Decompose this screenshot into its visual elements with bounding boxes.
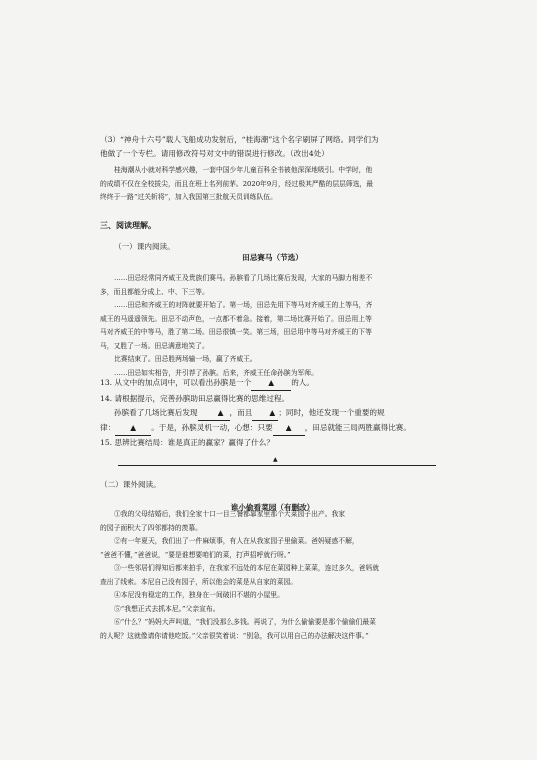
story2-p1a: ①我的父母结婚后，我们全家十口一目三餐都靠家里那个大菜园子出产。我家 (114, 510, 346, 518)
blank-triangle-icon: ▲ (130, 423, 137, 432)
question-3-line1: （3）“神舟十六号”载人飞船成功发射后，“桂海潮”这个名字刷屏了网络。同学们为 (100, 135, 379, 144)
story2-p2b: “爸爸不懂，”爸爸说，“要是谁想要咱们的菜，打声招呼就行呀。” (100, 550, 291, 559)
bio-line1: 桂海潮从小就对科学感兴趣，一套中国少年儿童百科全书被他深深地吸引。中学时，他 (114, 166, 373, 174)
question-13 (100, 376, 445, 391)
story-p4: ……田忌如实相告，并引荐了孙膑。后来，齐威王任命孙膑为军师。 (114, 368, 318, 377)
q14-blank-2[interactable] (252, 406, 278, 421)
story-p1b: 多，而且都能分成上、中、下三等。 (100, 287, 209, 296)
story2-p5: ⑤“我想正式去抓本尼。”父亲宣布。 (114, 604, 220, 613)
q13-text-a: 13. 从文中的加点词中，可以看出孙膑是一个 (100, 378, 252, 387)
story-p2d: 马，又胜了一场。田忌满意地笑了。 (100, 341, 209, 350)
story2-p6b: 的人呢？这就像请你请他吃饭。”父亲很笑着说：“别急，我可以用自己的办法解决这件事。” (100, 631, 369, 640)
blank-triangle-icon: ▲ (217, 408, 224, 417)
blank-triangle-icon: ▲ (268, 378, 275, 387)
q14-line3-a: 律： (100, 423, 116, 432)
answer-line[interactable] (118, 465, 436, 466)
story-p2c: 马对齐威王的中等马，胜了第二场。田忌很镇一笑。第三场，田忌用中等马对齐威王的下等 (100, 328, 372, 337)
question-3 (100, 133, 445, 161)
q14-line3-c: ，田忌就能三局两胜赢得比赛。 (304, 423, 411, 432)
story2 (100, 508, 445, 643)
story2-p3a: ③一些邻居们得知后都来拍手，在我家不远处的本尼在菜园种上菜菜，连过多久，爸妈就 (114, 564, 380, 572)
q15-text: 15. 思辨比赛结局：谁是真正的赢家？赢得了什么？ (100, 438, 274, 447)
story-p2b: 威王的马遥遥领先。田忌不动声色，一点都不着急。接着，第二场比赛开始了。田忌用上等 (100, 314, 372, 323)
story2-p6a: ⑥“什么？”妈妈大声叫道，“我们没那么多钱。再说了，为什么偷偷要是那个偷偷们最菜 (114, 618, 376, 626)
q14-line3-b: 。于是，孙膑灵机一动，心想：只要 (151, 423, 273, 432)
question-3-line2: 他做了一个专栏。请用修改符号对文中的错误进行修改。（改出4处） (100, 149, 329, 158)
section-3-heading: 三、阅读理解。 (100, 220, 156, 230)
q14-line2-c: ；同时，他还发现一个重要的规 (278, 408, 385, 417)
story-p1a: ……田忌经常同齐威王及贵族们赛马。孙膑看了几场比赛后发现，大家的马脚力相差不 (114, 274, 373, 283)
bio-line2: 的成绩不仅在全校拔尖，而且在班上名列前茅。2020年9月，经过极其严酷的层层筛选，最 (100, 179, 374, 188)
q14-blank-1[interactable] (198, 406, 230, 421)
story-p2a: ……田忌和齐威王的对阵就要开始了。第一场，田忌先用下等马对齐威王的上等马，齐 (114, 301, 373, 310)
story2-p3b: 查出了线索。本尼自己没有园子，所以他会的菜是从自家的菜园。 (100, 577, 298, 586)
story2-p2a: ②有一年夏天，我们出了一件麻烦事，有人在从我家园子里偷菜。爸妈疑惑不解， (114, 537, 359, 545)
q13-text-b: 的人。 (291, 378, 314, 387)
q13-blank[interactable] (251, 376, 291, 391)
answer-triangle-icon: ▲ (273, 456, 278, 463)
blank-triangle-icon: ▲ (285, 423, 292, 432)
question-14 (100, 392, 445, 436)
story-title: 田忌赛马（节选） (242, 252, 303, 262)
question-15 (100, 436, 445, 450)
story-excerpt (100, 242, 445, 380)
q14-line2-a: 孙膑看了几场比赛后发现 (114, 408, 198, 417)
q14-blank-4[interactable] (273, 421, 305, 436)
section-outside-sub2: （二）课外阅读。 (100, 480, 161, 489)
story2-p4: ④本尼没有稳定的工作，独身在一间破旧不堪的小屋里。 (114, 591, 284, 599)
story2-p1b: 的园子面积大了四邻都持的羡慕。 (100, 523, 202, 532)
section-3-sub1: （一）课内阅读。 (114, 242, 175, 251)
bio-line3: 终终于一路“过关斩将”，加入我国第三批航天员训练队伍。 (100, 193, 277, 201)
blank-triangle-icon: ▲ (269, 408, 276, 417)
q14-line2-b: ，而且 (229, 408, 253, 417)
bio-paragraph (100, 164, 445, 205)
q14-blank-3[interactable] (115, 421, 151, 436)
story-p3: 比赛结束了。田忌胜两场输一场，赢了齐威王。 (114, 355, 257, 364)
q14-line1: 14. 请根据提示，完善孙膑助田忌赢得比赛的思维过程。 (100, 394, 290, 403)
story2-title: 谁小偷看菜园（有删改） (230, 502, 315, 512)
